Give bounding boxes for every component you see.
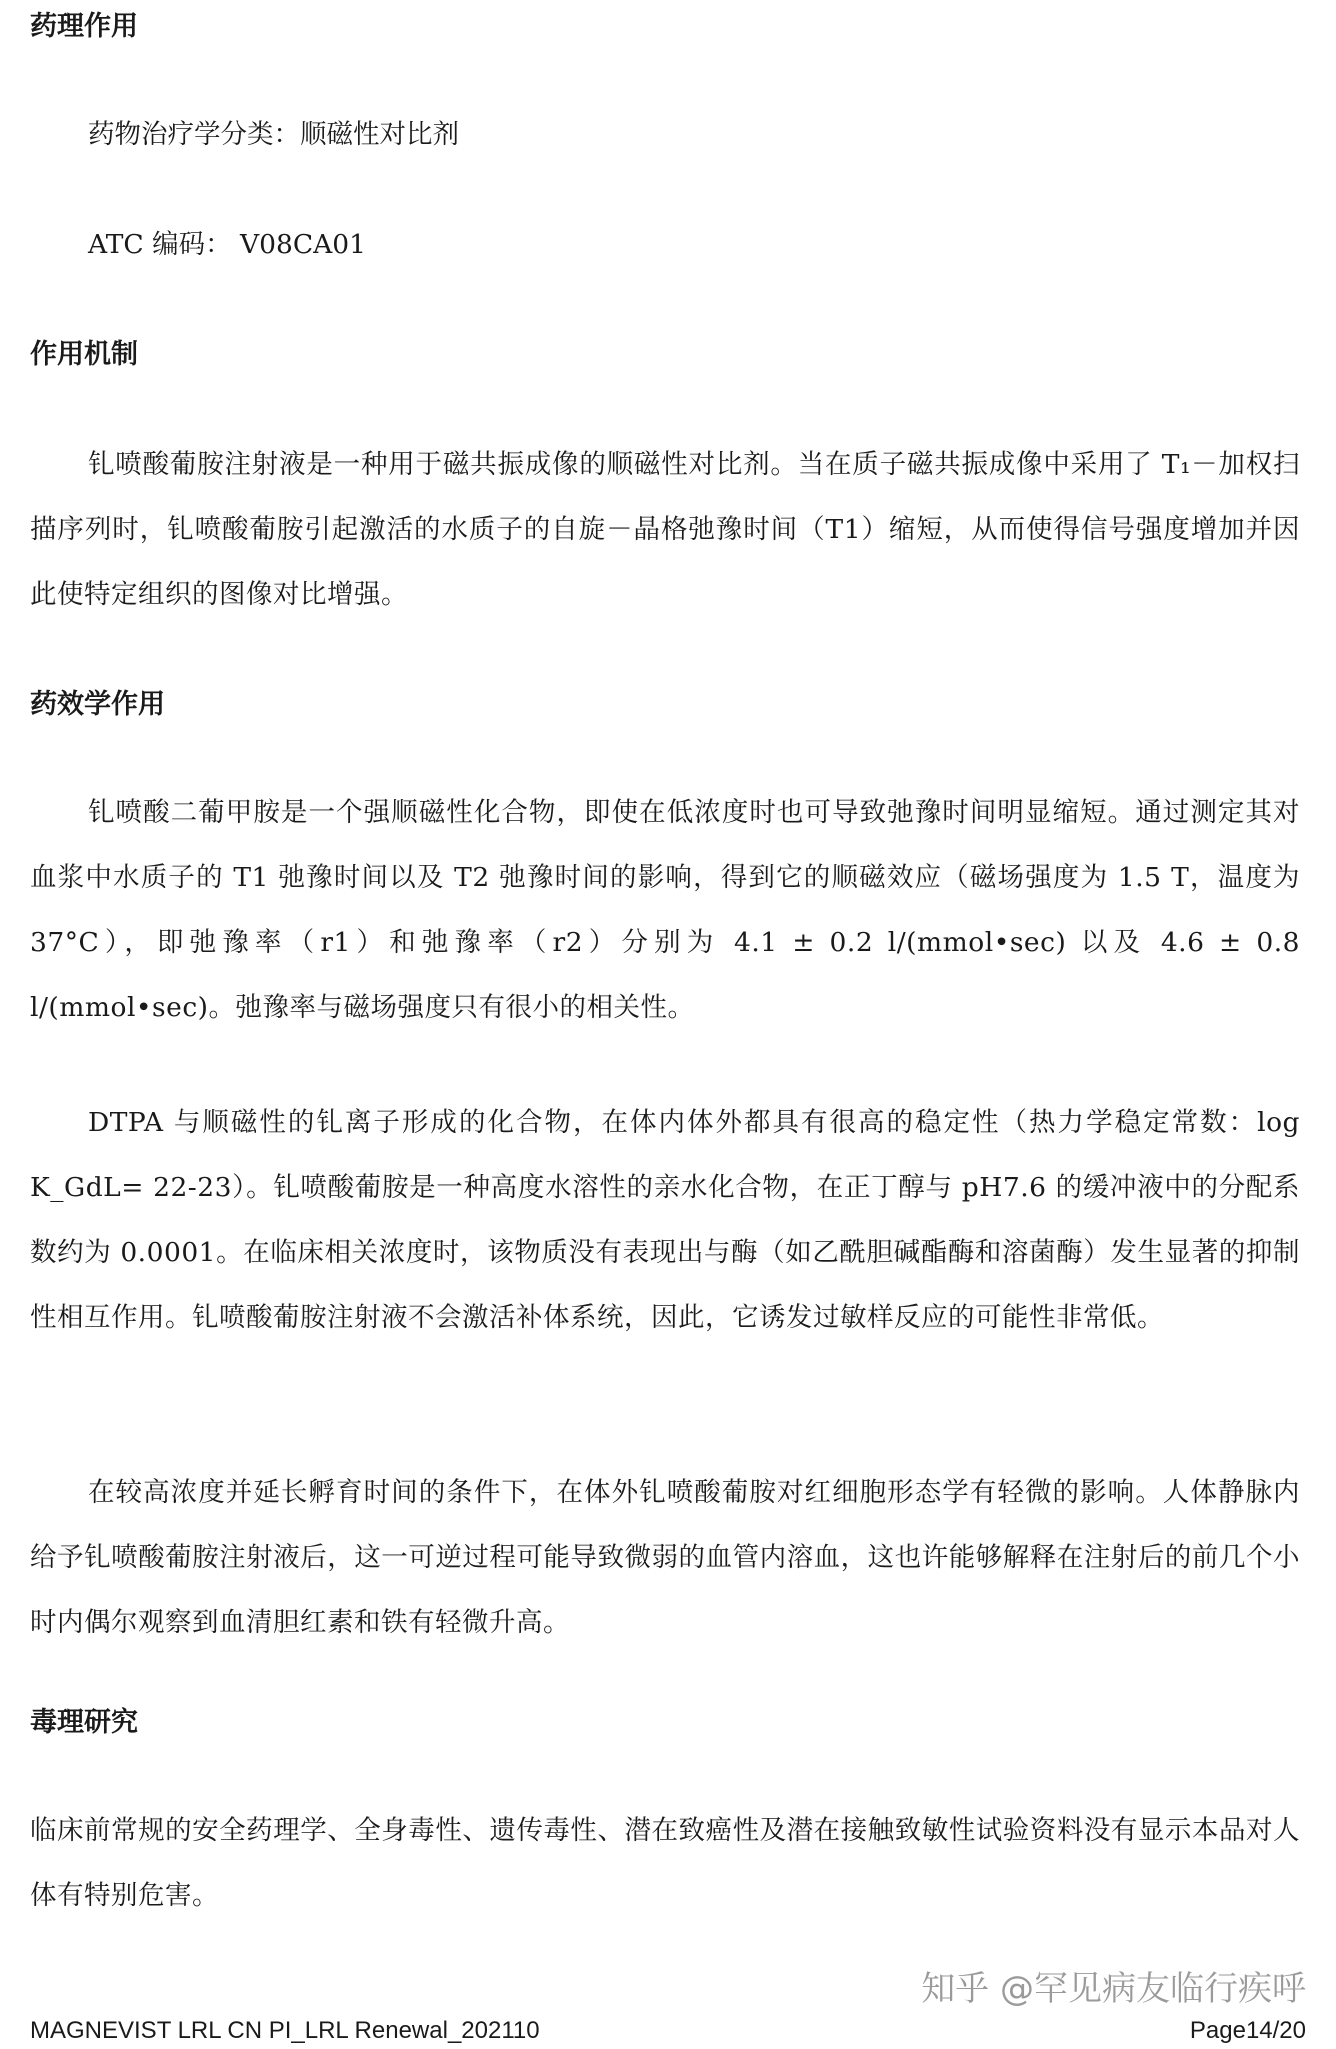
- heading-toxicology: 毒理研究: [30, 1707, 138, 1738]
- heading-pharmacology: 药理作用: [30, 11, 138, 42]
- footer-page-number: Page14/20: [1189, 2017, 1306, 2044]
- mechanism-paragraph: 钆喷酸葡胺注射液是一种用于磁共振成像的顺磁性对比剂。当在质子磁共振成像中采用了 T₁－加权扫描序列时，钆喷酸葡胺引起激活的水质子的自旋－晶格弛豫时间（T1）缩短，从而使得信号强度增加并因此使特定组织的图像对比增强。: [30, 449, 1300, 610]
- pharmacodynamics-paragraph-3: 在较高浓度并延长孵育时间的条件下，在体外钆喷酸葡胺对红细胞形态学有轻微的影响。人体静脉内给予钆喷酸葡胺注射液后，这一可逆过程可能导致微弱的血管内溶血，这也许能够解释在注射后的前几个小时内偶尔观察到血清胆红素和铁有轻微升高。: [30, 1477, 1300, 1638]
- atc-line: [30, 228, 1300, 262]
- mechanism-body: [30, 432, 1300, 627]
- section-mechanism: [30, 338, 1300, 372]
- atc-code-text: ATC 编码： V08CA01: [88, 229, 366, 260]
- toxicology-paragraph: 临床前常规的安全药理学、全身毒性、遗传毒性、潜在致癌性及潜在接触致敏性试验资料没有显示本品对人体有特别危害。: [30, 1815, 1300, 1911]
- pharmacodynamics-paragraph-1: 钆喷酸二葡甲胺是一个强顺磁性化合物，即使在低浓度时也可导致弛豫时间明显缩短。通过测定其对血浆中水质子的 T1 弛豫时间以及 T2 弛豫时间的影响，得到它的顺磁效应（磁场强度为 1.5 T，温度为 37°C），即弛豫率（r1）和弛豫率（r2）分别为 4.1 ± 0.2 l/(mmol•sec) 以及 4.6 ± 0.8 l/(mmol•sec)。弛豫率与磁场强度只有很小的相关性。: [30, 797, 1300, 1023]
- class-line: [30, 118, 1300, 152]
- heading-pharmacodynamics: 药效学作用: [30, 689, 165, 720]
- section-toxicology: [30, 1706, 1300, 1740]
- pharmacodynamics-body-3: [30, 1460, 1300, 1655]
- heading-mechanism: 作用机制: [30, 339, 138, 370]
- section-pharmacology: [30, 10, 1300, 44]
- drug-class-text: 药物治疗学分类：顺磁性对比剂: [88, 119, 459, 150]
- section-pharmacodynamics: [30, 688, 1300, 722]
- toxicology-body: [30, 1798, 1300, 1928]
- footer-document-id: MAGNEVIST LRL CN PI_LRL Renewal_202110: [30, 2017, 540, 2044]
- pharmacodynamics-paragraph-2: DTPA 与顺磁性的钆离子形成的化合物，在体内体外都具有很高的稳定性（热力学稳定常数：log K_GdL= 22-23）。钆喷酸葡胺是一种高度水溶性的亲水化合物，在正丁醇与 pH7.6 的缓冲液中的分配系数约为 0.0001。在临床相关浓度时，该物质没有表现出与酶（如乙酰胆碱酯酶和溶菌酶）发生显著的抑制性相互作用。钆喷酸葡胺注射液不会激活补体系统，因此，它诱发过敏样反应的可能性非常低。: [30, 1107, 1300, 1333]
- pharmacodynamics-body-2: [30, 1090, 1300, 1350]
- watermark-text: 知乎 @罕见病友临行疾呼: [921, 1969, 1306, 2009]
- pharmacodynamics-body-1: [30, 780, 1300, 1040]
